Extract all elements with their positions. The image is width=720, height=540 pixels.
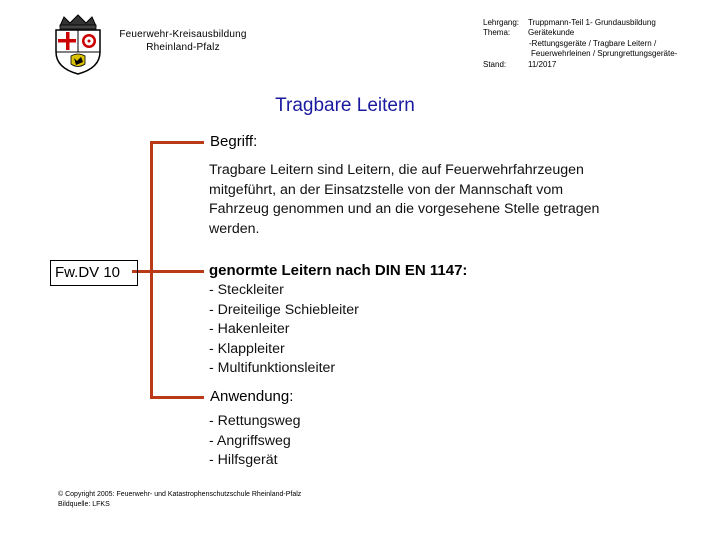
- list-item: - Rettungsweg: [209, 413, 301, 429]
- meta-value-lehrgang: Truppmann-Teil 1- Grundausbildung: [528, 18, 656, 27]
- footer: [58, 490, 301, 510]
- page-title: Tragbare Leitern: [275, 95, 415, 116]
- image-source-text: Bildquelle: LFKS: [58, 501, 110, 508]
- list-item: - Hakenleiter: [209, 321, 290, 337]
- meta-key-stand: Stand:: [483, 60, 507, 69]
- copyright-text: © Copyright 2005: Feuerwehr- und Katastrophenschutzschule Rheinland-Pfalz: [58, 491, 302, 498]
- list-item: - Dreiteilige Schiebleiter: [209, 301, 359, 318]
- list-item: - Klappleiter: [209, 340, 285, 357]
- connector-source: [132, 270, 204, 273]
- list-item: - Multifunktionsleiter: [209, 360, 336, 376]
- list-item: - Hilfsgerät: [209, 452, 278, 468]
- definition-line: mitgeführt, an der Einsatzstelle von der Mannschaft vom: [209, 181, 564, 198]
- meta-value-thema: Gerätekunde: [528, 28, 575, 37]
- usage-list: [209, 412, 300, 471]
- ladder-types-list: [209, 281, 359, 379]
- meta-value-thema-line-3: Feuerwehrleinen / Sprungrettungsgeräte-: [531, 49, 678, 58]
- list-item: - Angriffsweg: [209, 432, 291, 449]
- meta-value-thema-line-2: -Rettungsgeräte / Tragbare Leitern /: [529, 39, 657, 48]
- list-item: - Steckleiter: [209, 282, 284, 298]
- connector-anwendung: [150, 396, 204, 399]
- section-body-begriff: [209, 161, 599, 239]
- org-line-2: Rheinland-Pfalz: [146, 42, 220, 53]
- section-heading-genormte: genormte Leitern nach DIN EN 1147:: [209, 262, 468, 279]
- org-line-1: Feuerwehr-Kreisausbildung: [119, 29, 247, 40]
- section-heading-begriff: Begriff:: [210, 133, 258, 150]
- definition-line: Tragbare Leitern sind Leitern, die auf Feuerwehrfahrzeugen: [209, 162, 584, 178]
- section-heading-anwendung: Anwendung:: [210, 388, 294, 405]
- meta-key-thema: Thema:: [483, 28, 511, 37]
- definition-line: werden.: [209, 220, 260, 237]
- connector-begriff: [150, 141, 204, 144]
- meta-value-stand: 11/2017: [528, 60, 557, 69]
- definition-line: Fahrzeug genommen und an die vorgesehene Stelle getragen: [209, 201, 600, 217]
- organization-name: [110, 28, 256, 54]
- source-box: Fw.DV 10: [50, 260, 138, 286]
- meta-key-lehrgang: Lehrgang:: [483, 18, 520, 27]
- coat-of-arms-logo: [52, 14, 104, 76]
